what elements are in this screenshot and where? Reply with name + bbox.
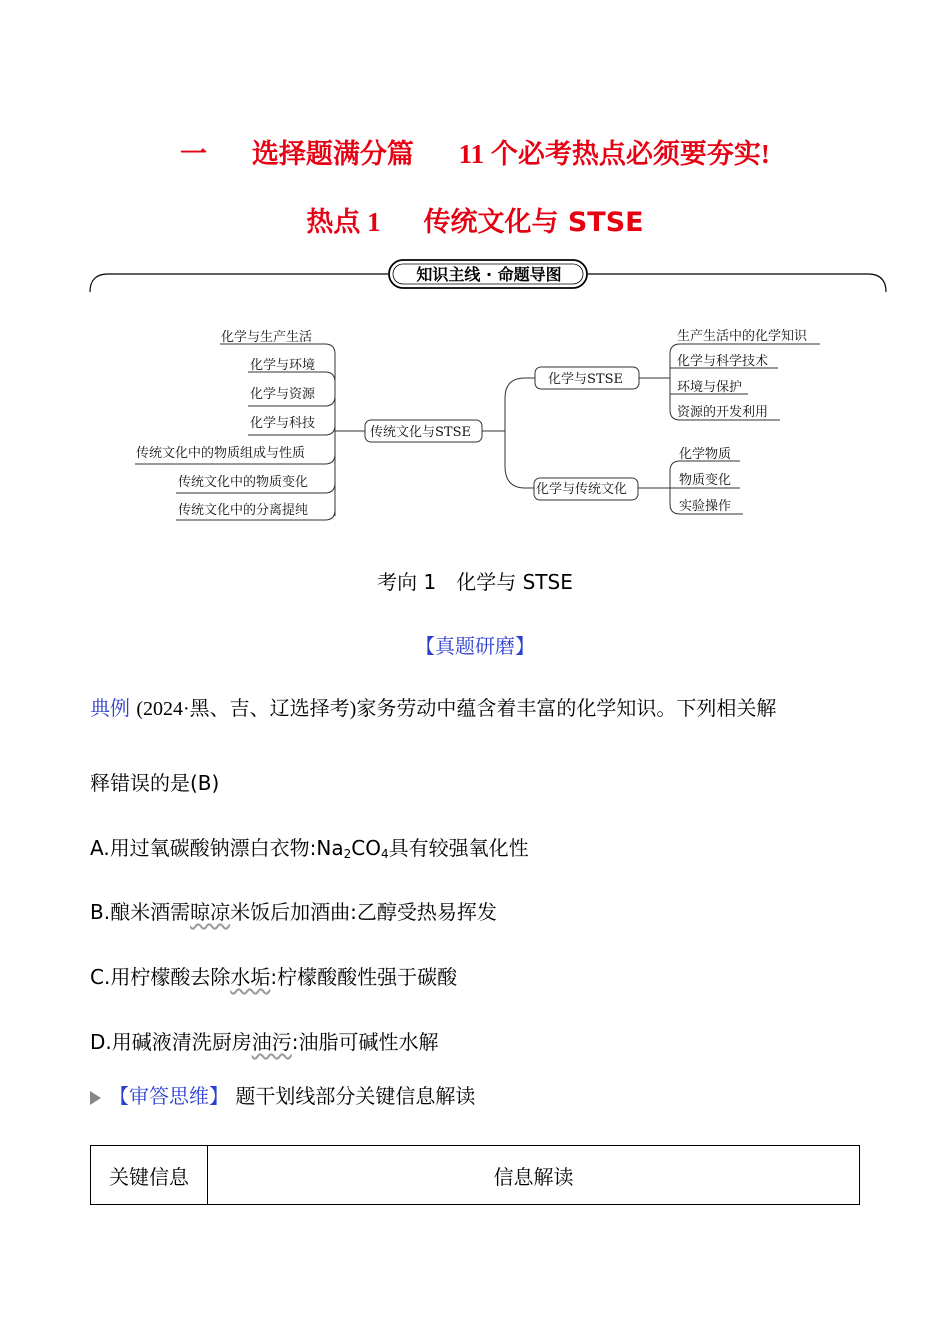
banner-label: 知识主线 · 命题导图 bbox=[416, 265, 562, 284]
option-b: B.酿米酒需晾凉米饭后加酒曲:乙醇受热易挥发 bbox=[90, 900, 497, 924]
mm-right-item: 化学与科学技术 bbox=[677, 354, 769, 369]
table-header-cell: 信息解读 bbox=[208, 1146, 860, 1205]
chapter-number: 一 bbox=[180, 139, 208, 170]
section-subhead: 【真题研磨】 bbox=[415, 634, 535, 658]
thinking-text: 题干划线部分关键信息解读 bbox=[235, 1084, 476, 1108]
table-header-cell: 关键信息 bbox=[91, 1146, 208, 1205]
mm-right-item: 资源的开发利用 bbox=[677, 405, 769, 420]
mm-left-item: 传统文化中的物质组成与性质 bbox=[136, 446, 306, 461]
example-tag: 典例 bbox=[90, 696, 130, 720]
marked-text: 水垢 bbox=[230, 965, 271, 989]
hotspot-number: 热点 1 bbox=[306, 207, 381, 237]
table-row bbox=[91, 1146, 860, 1205]
question-stem: 家务劳动中蕴含着丰富的化学知识。下列相关解 bbox=[356, 696, 777, 720]
key-info-table bbox=[90, 1145, 860, 1205]
marked-text: 油污 bbox=[251, 1030, 292, 1054]
mm-left-item: 化学与生产生活 bbox=[221, 330, 313, 345]
mm-center-node: 传统文化与STSE bbox=[370, 425, 471, 440]
question-stem-line1 bbox=[90, 693, 870, 724]
thinking-tag: 【审答思维】 bbox=[109, 1084, 229, 1108]
thinking-line bbox=[90, 1081, 870, 1111]
mm-left-item: 传统文化中的物质变化 bbox=[178, 475, 309, 490]
mm-left-item: 化学与科技 bbox=[250, 416, 316, 431]
mm-right-item: 生产生活中的化学知识 bbox=[677, 329, 808, 344]
option-d: D.用碱液清洗厨房油污:油脂可碱性水解 bbox=[90, 1030, 439, 1054]
mm-right-item: 化学物质 bbox=[679, 447, 732, 462]
option-c: C.用柠檬酸去除水垢:柠檬酸酸性强于碳酸 bbox=[90, 965, 458, 989]
hotspot-name: 传统文化与 STSE bbox=[423, 207, 644, 238]
chapter-name: 选择题满分篇 bbox=[251, 139, 414, 170]
question-source: (2024·黑、吉、辽选择考) bbox=[136, 698, 357, 720]
mm-left-item: 化学与资源 bbox=[250, 387, 316, 402]
question-stem-line2: 释错误的是(B) bbox=[90, 771, 220, 795]
play-triangle-icon bbox=[90, 1091, 101, 1105]
option-a: A.用过氧碳酸钠漂白衣物$:Na_2CO_4$具有较强氧化性 bbox=[90, 836, 529, 861]
mm-right-item: 物质变化 bbox=[679, 473, 732, 488]
mm-right-item: 实验操作 bbox=[679, 499, 732, 514]
mm-left-item: 传统文化中的分离提纯 bbox=[178, 503, 309, 518]
mm-stse-node: 化学与STSE bbox=[548, 372, 623, 387]
mm-left-item: 化学与环境 bbox=[250, 358, 316, 373]
mm-right-item: 环境与保护 bbox=[677, 380, 743, 395]
hotspot-title bbox=[0, 200, 950, 239]
chapter-title bbox=[0, 132, 950, 171]
mind-map bbox=[130, 316, 830, 526]
section-title: 考向 1 化学与 STSE bbox=[377, 570, 573, 594]
mm-tradition-node: 化学与传统文化 bbox=[536, 482, 628, 497]
chapter-tagline: 11 个必考热点必须要夯实! bbox=[458, 139, 770, 169]
marked-text: 晾凉 bbox=[190, 900, 231, 924]
